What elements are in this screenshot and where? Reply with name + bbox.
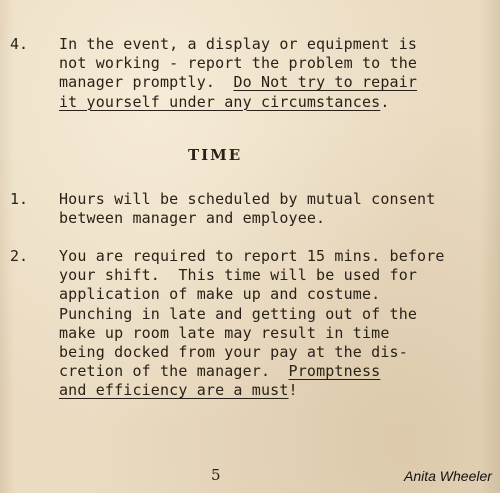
text-segment: In the event, a display or equipment is — [59, 35, 418, 53]
text-line — [59, 343, 445, 362]
item-4-text — [59, 35, 417, 112]
underlined-text: Promptness — [288, 362, 381, 381]
item-2-number: 2. — [10, 247, 29, 265]
item-1-number: 1. — [10, 190, 29, 208]
text-line — [59, 209, 435, 228]
text-line — [59, 247, 445, 266]
text-segment: . — [380, 92, 390, 111]
text-line — [59, 73, 417, 92]
text-segment: between manager and employee. — [59, 209, 326, 228]
text-line — [59, 93, 417, 112]
text-line — [59, 305, 445, 324]
text-line — [59, 190, 435, 209]
underlined-text: it yourself under any circumstances — [59, 92, 381, 111]
text-line — [59, 381, 445, 400]
page-number: 5 — [211, 466, 221, 484]
text-segment: not working - report the problem to the — [59, 54, 418, 73]
text-segment: Punching in late and getting out of the — [59, 304, 418, 323]
photo-credit: Anita Wheeler — [404, 468, 492, 484]
text-segment: manager promptly. — [59, 73, 234, 92]
text-line — [59, 35, 417, 54]
text-segment: ! — [288, 381, 298, 400]
text-segment: application of make up and costume. — [59, 285, 381, 304]
text-segment: Hours will be scheduled by mutual consent — [59, 190, 436, 208]
text-segment: cretion of the manager. — [59, 362, 289, 381]
text-line — [59, 266, 445, 285]
section-heading: TIME — [188, 146, 243, 164]
item-1-text — [59, 190, 435, 228]
text-line — [59, 362, 445, 381]
item-4-number: 4. — [10, 35, 29, 53]
text-line — [59, 54, 417, 73]
underlined-text: and efficiency are a must — [59, 381, 289, 400]
text-segment: being docked from your pay at the dis- — [59, 343, 408, 362]
item-2-text — [59, 247, 445, 401]
underlined-text: Do Not try to repair — [233, 73, 418, 92]
text-line — [59, 324, 445, 343]
text-segment: You are required to report 15 mins. before — [59, 247, 445, 265]
text-segment: your shift. This time will be used for — [59, 266, 418, 285]
text-segment: make up room late may result in time — [59, 323, 390, 342]
text-line — [59, 285, 445, 304]
